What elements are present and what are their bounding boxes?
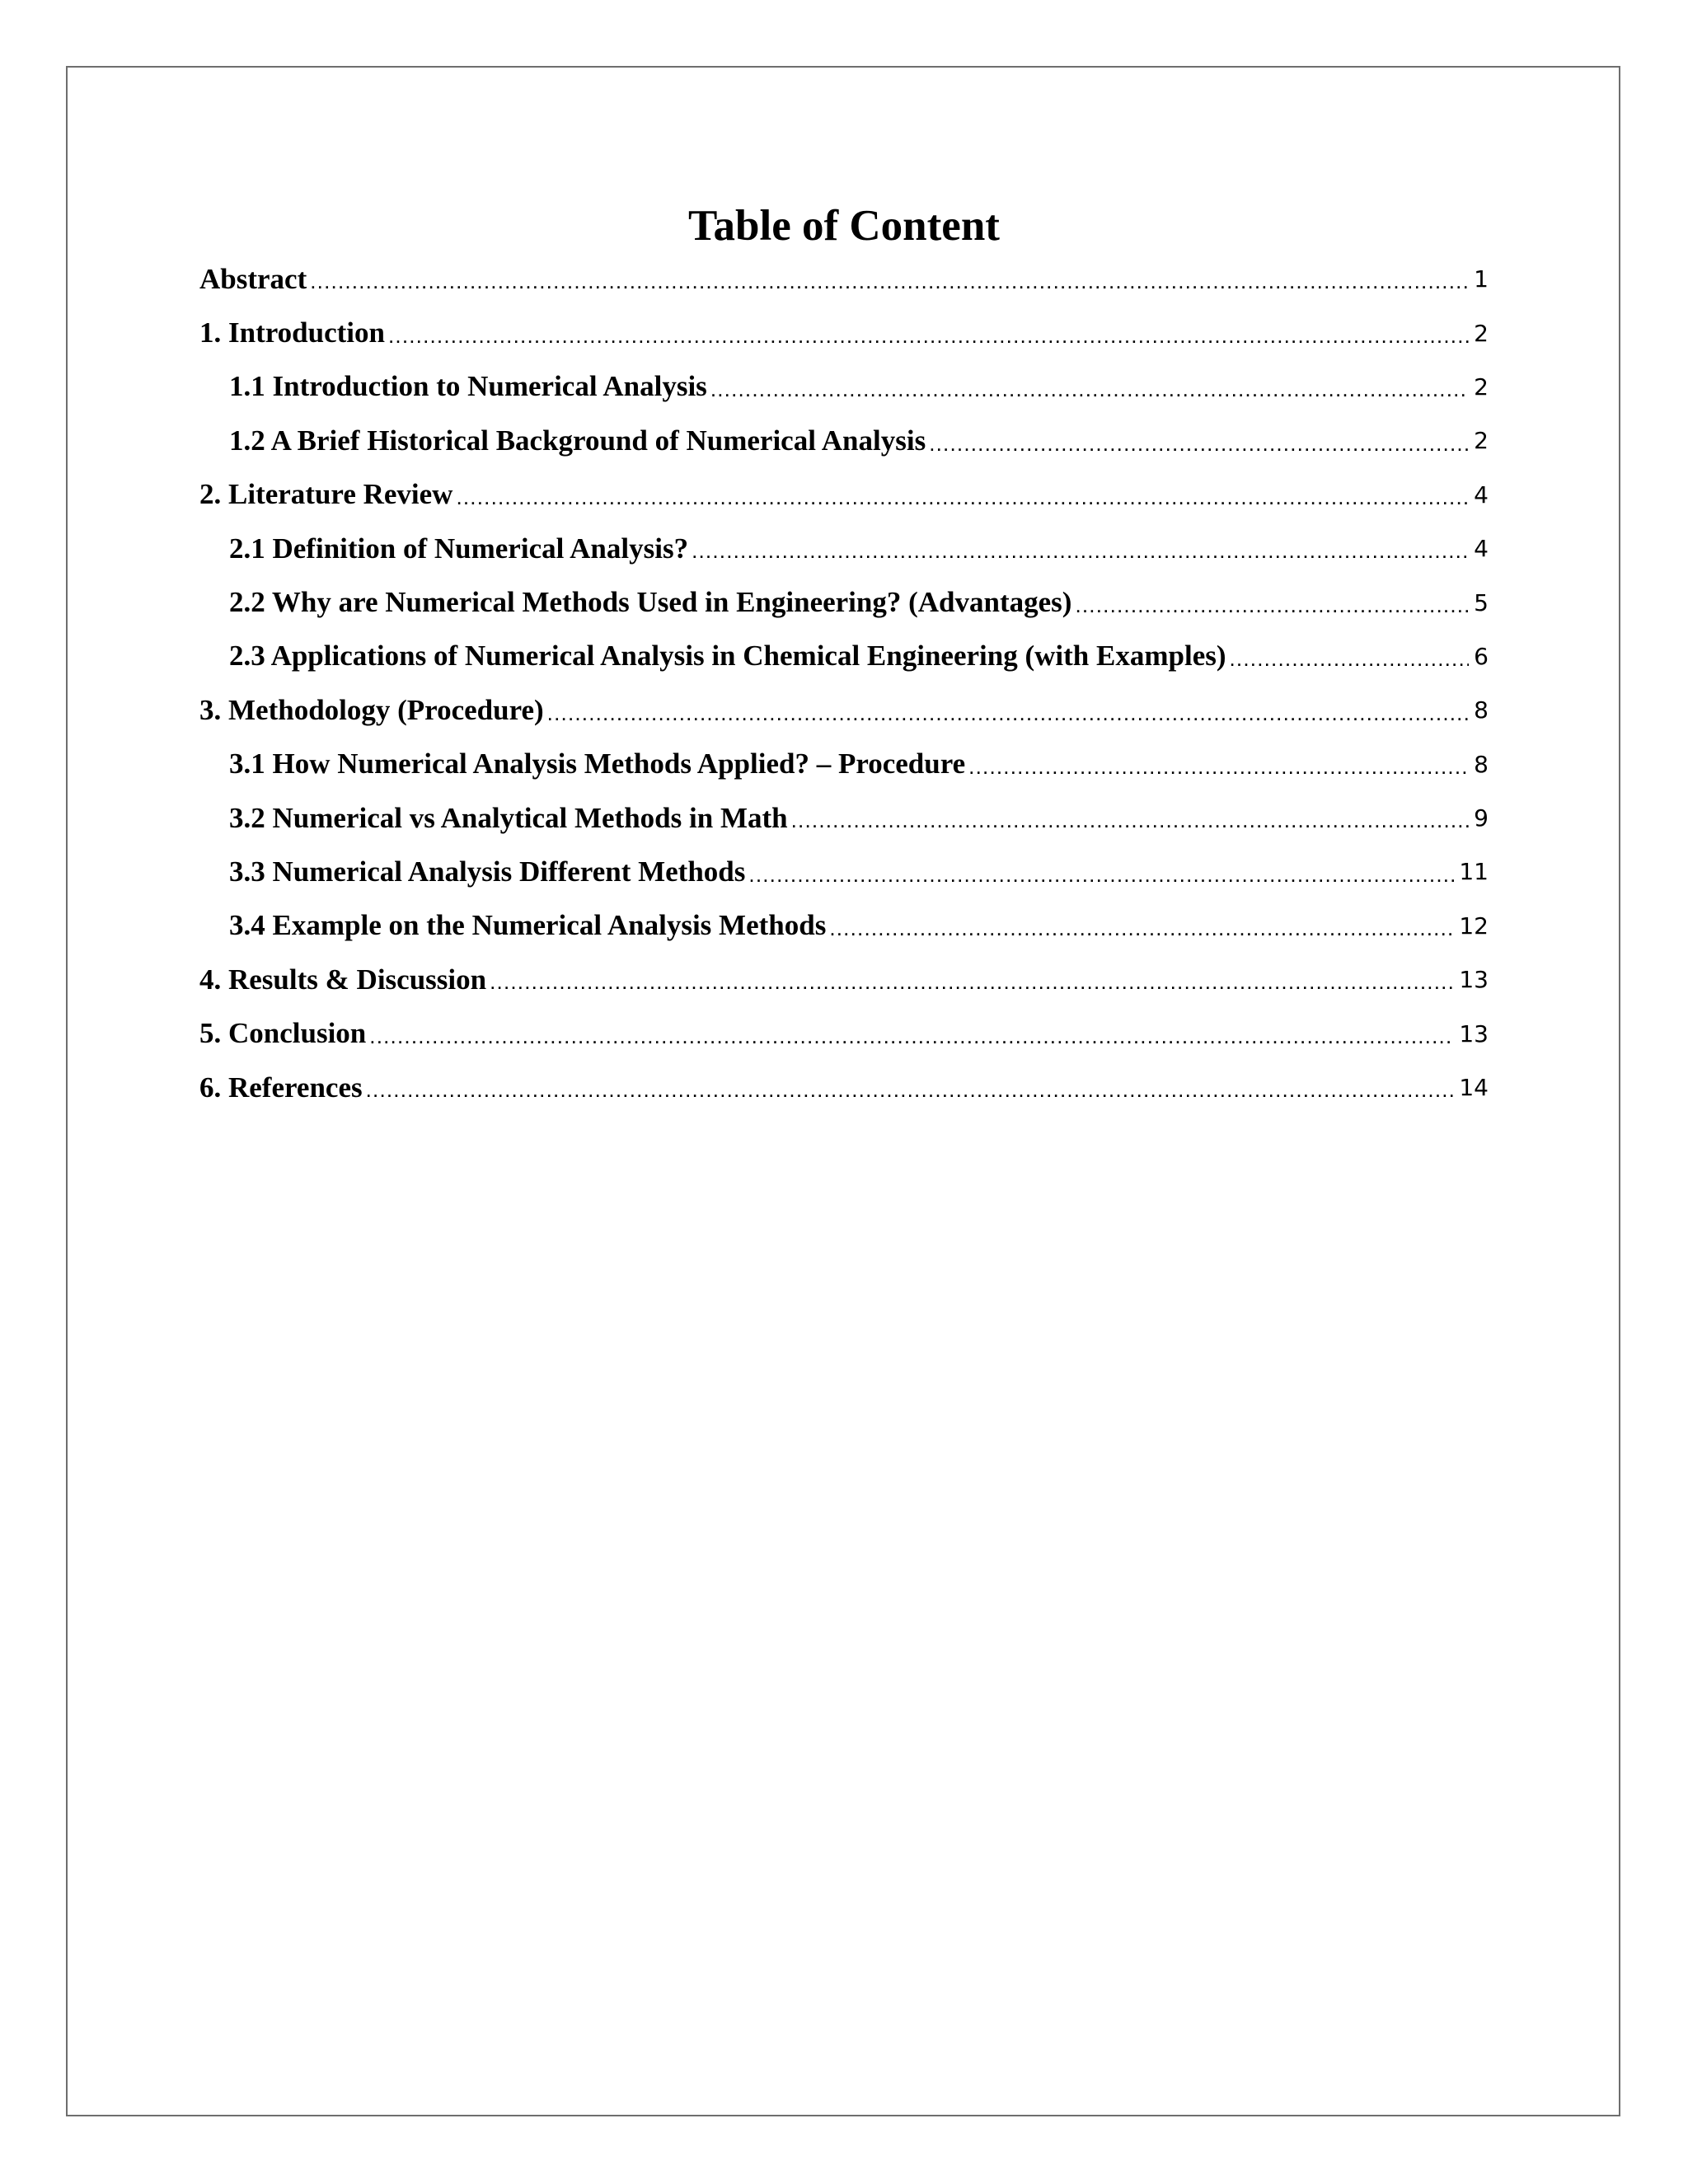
toc-entry-page: 2 — [1469, 373, 1489, 401]
toc-entry-page: 6 — [1469, 643, 1489, 670]
toc-entry-page: 13 — [1454, 1020, 1489, 1047]
toc-dot-leader — [791, 809, 1470, 831]
toc-entry-3-4[interactable] — [199, 899, 1489, 953]
toc-entry-page: 11 — [1454, 858, 1489, 885]
toc-entry-literature-review[interactable] — [199, 468, 1489, 522]
page-title: Table of Content — [688, 202, 1000, 250]
toc-entry-page: 9 — [1469, 804, 1489, 832]
toc-entry-page: 5 — [1469, 589, 1489, 616]
toc-entry-label: Abstract — [199, 263, 310, 296]
toc-entry-label: 5. Conclusion — [199, 1017, 369, 1050]
toc-entry-label: 3.4 Example on the Numerical Analysis Methods — [229, 909, 829, 942]
toc-entry-methodology[interactable] — [199, 683, 1489, 737]
toc-dot-leader — [1230, 648, 1470, 669]
toc-entry-2-1[interactable] — [199, 522, 1489, 575]
toc-dot-leader — [968, 756, 1469, 777]
toc-entry-label: 3.3 Numerical Analysis Different Methods — [229, 855, 748, 888]
toc-entry-page: 4 — [1469, 535, 1489, 562]
toc-dot-leader — [710, 378, 1469, 400]
toc-entry-label: 2.1 Definition of Numerical Analysis? — [229, 532, 692, 565]
toc-dot-leader — [1075, 594, 1469, 616]
toc-entry-results-discussion[interactable] — [199, 953, 1489, 1006]
toc-entry-page: 13 — [1454, 966, 1489, 993]
toc-entry-page: 14 — [1454, 1074, 1489, 1101]
toc-dot-leader — [366, 1079, 1455, 1100]
toc-entry-label: 2.3 Applications of Numerical Analysis in Chemical Engineering (with Examples) — [229, 640, 1230, 673]
toc-entry-1-2[interactable] — [199, 414, 1489, 467]
toc-dot-leader — [748, 864, 1454, 885]
toc-entry-conclusion[interactable] — [199, 1006, 1489, 1060]
toc-entry-label: 3.2 Numerical vs Analytical Methods in Math — [229, 802, 791, 835]
toc-entry-1-1[interactable] — [199, 360, 1489, 414]
toc-entry-page: 8 — [1469, 751, 1489, 778]
toc-entry-page: 12 — [1454, 912, 1489, 940]
toc-entry-page: 2 — [1469, 427, 1489, 454]
toc-dot-leader — [310, 270, 1469, 292]
toc-entry-page: 4 — [1469, 481, 1489, 509]
toc-dot-leader — [829, 917, 1454, 939]
toc-entry-introduction[interactable] — [199, 306, 1489, 359]
toc-dot-leader — [456, 486, 1469, 508]
toc-dot-leader — [692, 540, 1469, 561]
toc-entry-references[interactable] — [199, 1061, 1489, 1114]
toc-dot-leader — [490, 971, 1454, 992]
toc-entry-page: 2 — [1469, 320, 1489, 347]
toc-entry-label: 6. References — [199, 1071, 366, 1104]
toc-entry-abstract[interactable] — [199, 252, 1489, 306]
toc-entry-label: 3. Methodology (Procedure) — [199, 694, 547, 727]
toc-entry-page: 1 — [1469, 265, 1489, 293]
toc-entry-label: 4. Results & Discussion — [199, 963, 490, 996]
toc-entry-label: 2.2 Why are Numerical Methods Used in Engineering? (Advantages) — [229, 586, 1075, 619]
table-of-contents — [199, 252, 1489, 1114]
toc-entry-label: 2. Literature Review — [199, 478, 456, 511]
toc-entry-page: 8 — [1469, 696, 1489, 724]
toc-entry-3-2[interactable] — [199, 791, 1489, 845]
toc-dot-leader — [547, 702, 1470, 724]
toc-entry-label: 1.1 Introduction to Numerical Analysis — [229, 370, 710, 403]
toc-entry-3-3[interactable] — [199, 845, 1489, 898]
toc-dot-leader — [369, 1025, 1454, 1047]
toc-entry-label: 1. Introduction — [199, 316, 388, 349]
toc-dot-leader — [388, 325, 1469, 346]
toc-entry-3-1[interactable] — [199, 738, 1489, 791]
toc-entry-label: 1.2 A Brief Historical Background of Numerical Analysis — [229, 424, 929, 457]
toc-entry-2-3[interactable] — [199, 630, 1489, 683]
toc-entry-2-2[interactable] — [199, 575, 1489, 629]
toc-dot-leader — [929, 433, 1469, 454]
toc-entry-label: 3.1 How Numerical Analysis Methods Applied? – Procedure — [229, 748, 968, 780]
